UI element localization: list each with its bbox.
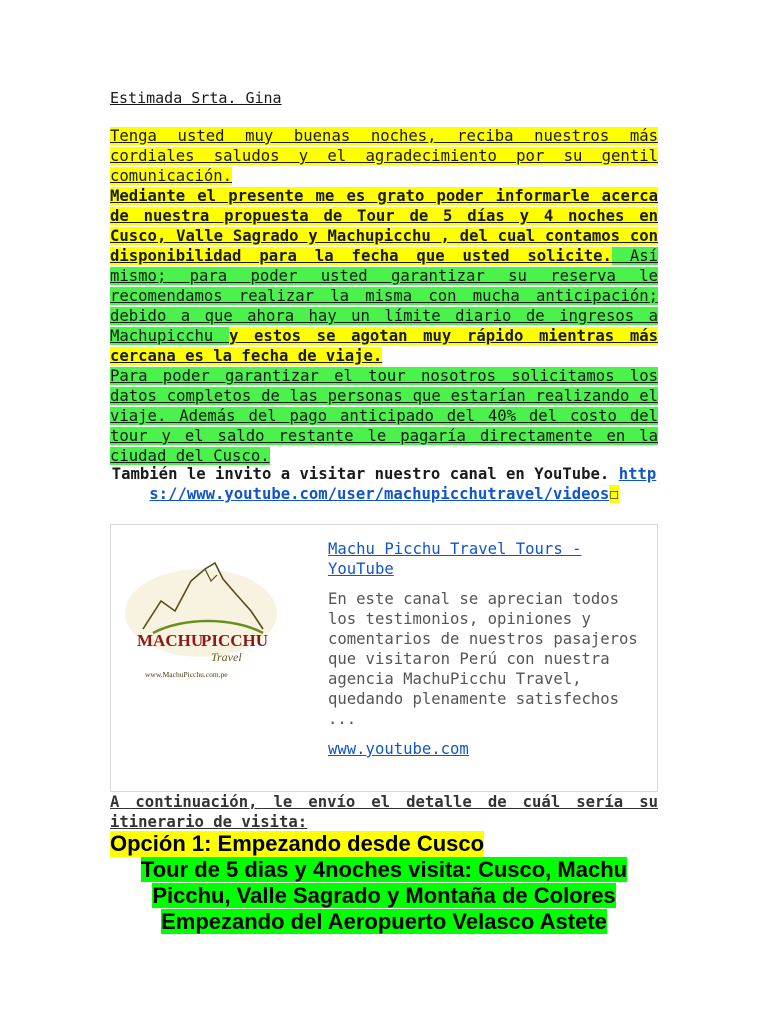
letter-body bbox=[110, 126, 658, 466]
tour-title-line-3: Empezando del Aeropuerto Velasco Astete bbox=[161, 909, 607, 934]
logo-wordmark: MACHU bbox=[137, 631, 204, 650]
paragraph-greeting-thanks: Tenga usted muy buenas noches, reciba nuestros más cordiales saludos y el agradecimiento por su gentil comunicación. bbox=[110, 127, 658, 185]
paragraph-proposal: Mediante el presente me es grato poder informarle acerca de nuestra propuesta de Tour de 5 días y 4 noches en Cusco, Valle Sagrado y Machupicchu , del cual contamos con disponibilidad para la fecha que usted solicite. bbox=[110, 187, 658, 265]
paragraph-payment-terms: Para poder garantizar el tour nosotros solicitamos los datos completos de las personas que estarían realizando el viaje. Además del pago anticipado del 40% del costo del tour y el saldo restante le pagaría directamente en la ciudad del Cusco. bbox=[110, 367, 658, 465]
logo-tagline: Travel bbox=[211, 650, 242, 664]
itinerary-intro: A continuación, le envío el detalle de cuál sería su itinerario de visita: bbox=[110, 793, 658, 831]
option-heading: Opción 1: Empezando desde Cusco bbox=[110, 831, 485, 856]
card-title-link[interactable]: Machu Picchu Travel Tours - YouTube bbox=[328, 540, 582, 578]
invite-text: También le invito a visitar nuestro canal en YouTube. bbox=[111, 465, 619, 483]
card-url-link[interactable]: www.youtube.com bbox=[328, 740, 469, 758]
tour-title-line-2: Picchu, Valle Sagrado y Montaña de Colores bbox=[152, 883, 616, 908]
youtube-invite bbox=[110, 464, 658, 504]
youtube-channel-link[interactable]: https://www.youtube.com/user/machupicchutravel/videos bbox=[149, 465, 657, 503]
logo-wordmark-b: PICCHU bbox=[201, 631, 269, 650]
tour-title bbox=[110, 857, 658, 935]
paragraph-reservation-advice: Así mismo; para poder usted garantizar su reserva le recomendamos realizar la misma con mucha anticipación; debido a que ahora hay un límite diario de ingresos a Machupicchu bbox=[110, 247, 658, 345]
tour-title-line-1: Tour de 5 dias y 4noches visita: Cusco, Machu bbox=[140, 857, 628, 882]
youtube-link-preview-card[interactable] bbox=[110, 524, 658, 792]
paragraph-availability-warning: y estos se agotan muy rápido mientras más cercana es la fecha de viaje. bbox=[110, 327, 658, 365]
greeting: Estimada Srta. Gina bbox=[110, 89, 282, 107]
card-description: En este canal se aprecian todos los testimonios, opiniones y comentarios de nuestros pasajeros que visitaron Perú con nuestra agencia MachuPicchu Travel, quedando plenamente satisfechos ... bbox=[328, 590, 638, 728]
machupicchu-travel-logo bbox=[123, 541, 281, 689]
logo-web: www.MachuPicchu.com.pe bbox=[145, 670, 228, 679]
card-text bbox=[328, 539, 648, 759]
missing-glyph-icon: ☐ bbox=[609, 485, 619, 503]
